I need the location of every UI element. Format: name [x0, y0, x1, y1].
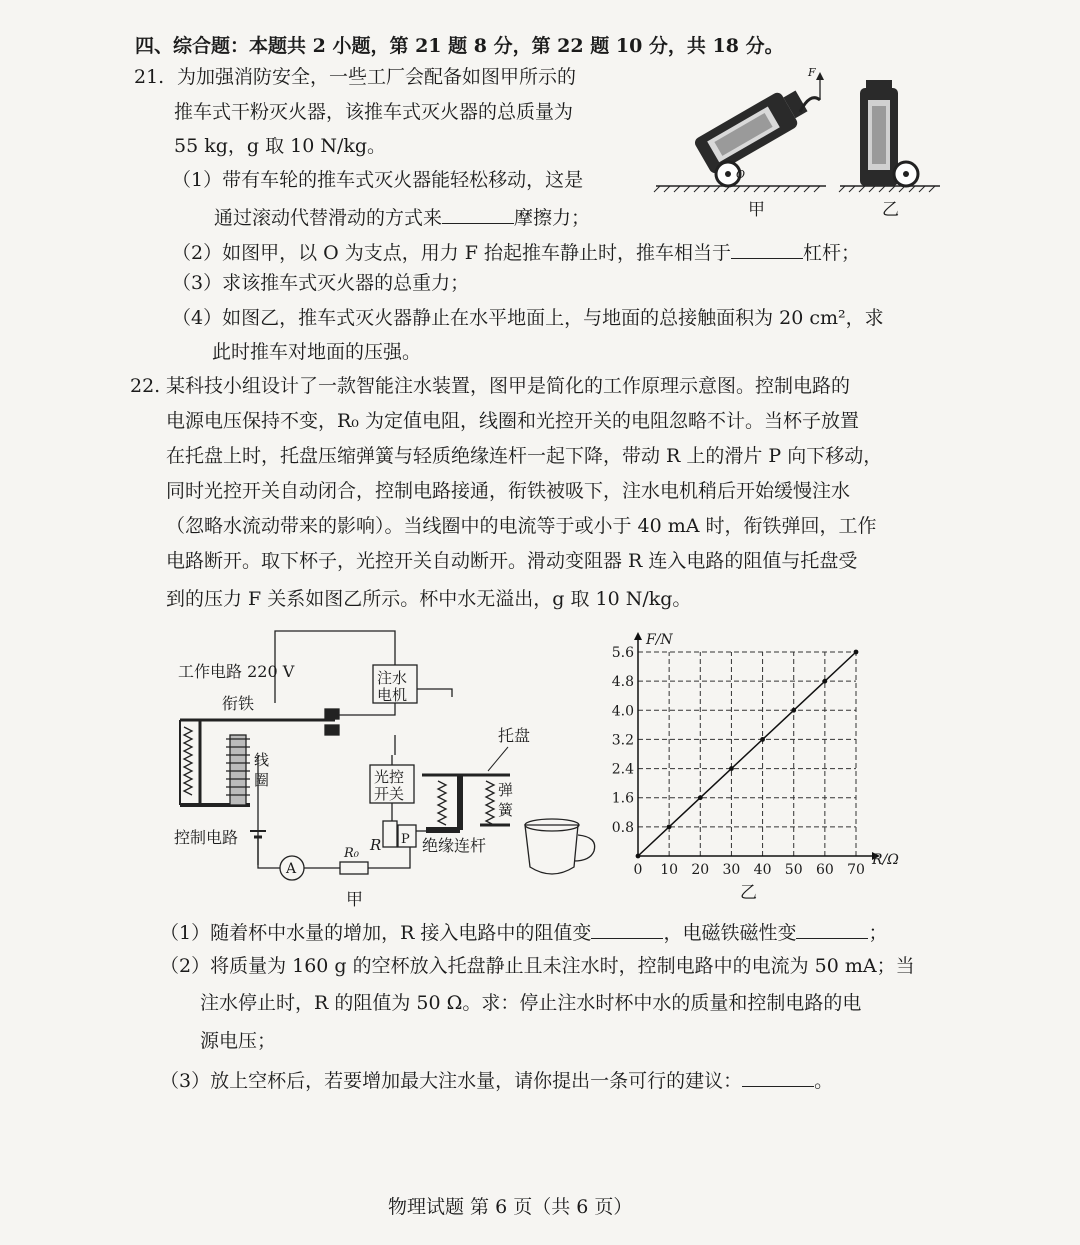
- q21-part4-line-1: （4）如图乙，推车式灭火器静止在水平地面上，与地面的总接触面积为 20 cm²，求: [172, 307, 884, 329]
- label-motor-1: 注水: [377, 669, 408, 687]
- q22-intro-line-4: 同时光控开关自动闭合，控制电路接通，衔铁被吸下，注水电机稍后开始缓慢注水: [166, 480, 851, 502]
- q21-part2-tail: 杠杆；: [803, 242, 861, 264]
- q22-part3: [160, 1068, 833, 1091]
- y-tick-label: 4.0: [611, 703, 634, 720]
- x-tick-label: 0: [633, 862, 643, 878]
- label-r: R: [370, 836, 382, 854]
- ground-hatch: [654, 186, 820, 192]
- f-r-chart: [600, 630, 920, 905]
- y-axis-arrow: [634, 632, 642, 640]
- fig-label-yi: 乙: [882, 200, 899, 220]
- q21-part2: [172, 240, 860, 263]
- x-tick-label: 70: [847, 862, 865, 878]
- label-armature: 衔铁: [222, 694, 255, 713]
- answer-blank[interactable]: [796, 920, 868, 939]
- x-tick-label: 60: [815, 862, 834, 878]
- q21-intro-line-1: 为加强消防安全，一些工厂会配备如图甲所示的: [177, 66, 577, 88]
- data-point: [729, 766, 734, 771]
- pivot-label: O: [736, 168, 746, 181]
- q22-intro-line-5: （忽略水流动带来的影响）。当线圈中的电流等于或小于 40 mA 时，衔铁弹回，工作: [166, 515, 877, 537]
- data-point: [667, 824, 672, 829]
- q22-part2-line-1: （2）将质量为 160 g 的空杯放入托盘静止且未注水时，控制电路中的电流为 50 mA；当: [160, 955, 915, 977]
- spring-left: [184, 727, 192, 795]
- q22-intro-line-6: 电路断开。取下杯子，光控开关自动断开。滑动变阻器 R 连入电路的阻值与托盘受: [166, 550, 858, 572]
- data-point: [636, 854, 641, 859]
- answer-blank[interactable]: [742, 1068, 814, 1087]
- label-spring-1: 弹: [498, 781, 514, 799]
- q22-part1: [160, 920, 887, 943]
- q21-number: 21.: [134, 66, 165, 88]
- q22-intro-line-1: 某科技小组设计了一款智能注水装置，图甲是简化的工作原理示意图。控制电路的: [166, 375, 851, 397]
- q22-part3-text: （3）放上空杯后，若要增加最大注水量，请你提出一条可行的建议：: [160, 1070, 743, 1092]
- x-tick-label: 10: [660, 862, 679, 878]
- fig-label-jia: 甲: [748, 200, 765, 220]
- data-point: [760, 737, 765, 742]
- page-footer: 物理试题 第 6 页（共 6 页）: [388, 1196, 633, 1218]
- x-tick-label: 50: [784, 862, 803, 878]
- force-label: F: [808, 66, 816, 79]
- label-coil-1: 线: [254, 751, 270, 769]
- spring-right: [486, 781, 494, 825]
- y-tick-label: 2.4: [611, 761, 634, 778]
- q22-number: 22.: [130, 375, 161, 397]
- label-motor-2: 电机: [377, 686, 408, 704]
- section-header: 四、综合题：本题共 2 小题，第 21 题 8 分，第 22 题 10 分，共 18 分。: [135, 35, 784, 57]
- q21-part1-line-1: （1）带有车轮的推车式灭火器能轻松移动，这是: [172, 169, 584, 191]
- q21-part1-text: 通过滚动代替滑动的方式来: [214, 207, 443, 229]
- chart-caption: 乙: [740, 883, 757, 903]
- answer-blank[interactable]: [442, 205, 514, 224]
- circuit-diagram: [170, 625, 610, 915]
- q22-part2-line-2: 注水停止时，R 的阻值为 50 Ω。求：停止注水时杯中水的质量和控制电路的电: [200, 992, 862, 1014]
- q21-part1-tail: 摩擦力；: [514, 207, 591, 229]
- spring-mid: [438, 781, 446, 825]
- y-tick-label: 4.8: [611, 674, 634, 691]
- resistor-r0: [340, 862, 368, 874]
- q22-part2-line-3: 源电压；: [200, 1030, 277, 1052]
- y-tick-label: 3.2: [611, 732, 634, 749]
- x-tick-label: 30: [722, 862, 741, 878]
- extinguisher-tilted: [693, 84, 812, 176]
- y-tick-label: 5.6: [611, 645, 634, 661]
- q21-intro-line-3: 55 kg，g 取 10 N/kg。: [174, 135, 387, 157]
- data-point: [822, 679, 827, 684]
- answer-blank[interactable]: [731, 240, 803, 259]
- label-work-circuit: 工作电路 220 V: [178, 662, 295, 681]
- q22-intro-line-7: 到的压力 F 关系如图乙所示。杯中水无溢出，g 取 10 N/kg。: [166, 588, 692, 610]
- q21-figure: [650, 62, 950, 227]
- q22-part1-tail: ；: [868, 922, 888, 944]
- extinguisher-upright: [860, 80, 898, 186]
- x-tick-label: 20: [691, 862, 710, 878]
- caption-jia: 甲: [346, 890, 363, 910]
- label-switch-2: 开关: [374, 785, 405, 803]
- answer-blank[interactable]: [591, 920, 663, 939]
- x-tick-label: 40: [753, 862, 772, 878]
- q22-intro-line-2: 电源电压保持不变，R₀ 为定值电阻，线圈和光控开关的电阻忽略不计。当杯子放置: [166, 410, 859, 432]
- label-ammeter: A: [286, 861, 297, 877]
- label-control-circuit: 控制电路: [174, 828, 239, 847]
- y-tick-label: 0.8: [611, 819, 634, 836]
- variable-resistor: [383, 821, 397, 847]
- q21-part4-line-2: 此时推车对地面的压强。: [212, 341, 422, 363]
- chart-ylabel: F/N: [646, 632, 673, 648]
- y-tick-label: 1.6: [611, 790, 634, 807]
- q21-part2-text: （2）如图甲，以 O 为支点，用力 F 抬起推车静止时，推车相当于: [172, 242, 732, 264]
- data-point: [698, 795, 703, 800]
- q22-part1-text: （1）随着杯中水量的增加，R 接入电路中的阻值变: [160, 922, 592, 944]
- q21-part1-line-2: [214, 205, 590, 228]
- data-point: [791, 708, 796, 713]
- label-rod: 绝缘连杆: [422, 836, 487, 855]
- chart-xlabel: R/Ω: [872, 852, 899, 868]
- q22-intro-line-3: 在托盘上时，托盘压缩弹簧与轻质绝缘连杆一起下降，带动 R 上的滑片 P 向下移动，: [166, 445, 883, 467]
- q22-part1-mid: ，电磁铁磁性变: [663, 922, 797, 944]
- label-switch-1: 光控: [374, 768, 405, 786]
- label-p: P: [401, 832, 410, 847]
- q22-part3-tail: 。: [814, 1070, 834, 1092]
- label-coil-2: 圈: [254, 771, 270, 789]
- q21-intro-line-2: 推车式干粉灭火器，该推车式灭火器的总质量为: [174, 101, 574, 123]
- label-r0: R₀: [344, 846, 359, 861]
- q21-part3: （3）求该推车式灭火器的总重力；: [172, 272, 470, 294]
- cup: [525, 825, 578, 874]
- label-tray: 托盘: [498, 726, 531, 745]
- data-point: [854, 650, 859, 655]
- label-spring-2: 簧: [498, 801, 514, 819]
